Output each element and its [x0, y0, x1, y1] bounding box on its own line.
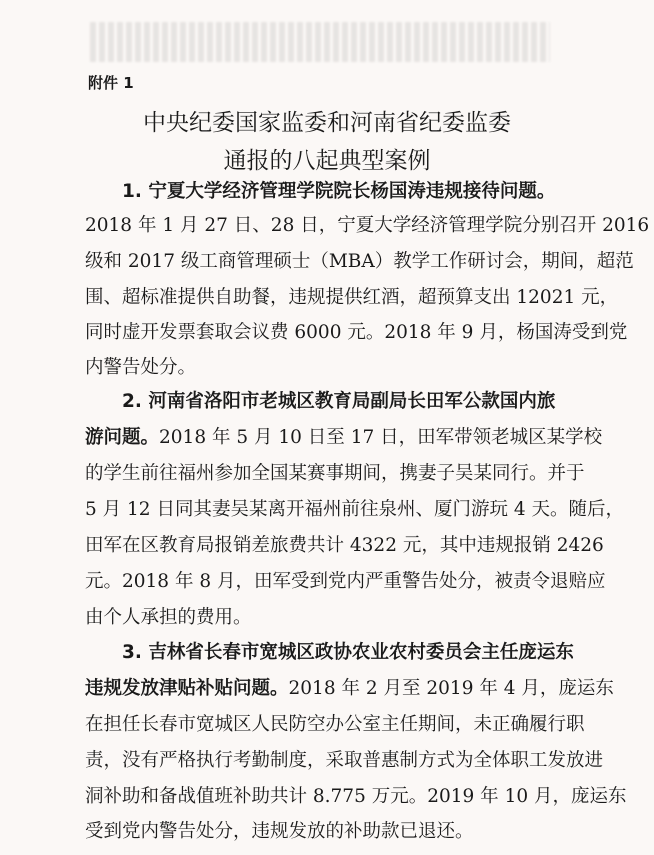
- body-line: [85, 427, 603, 449]
- line-text: 2018 年 1 月 27 日、28 日，宁夏大学经济管理学院分别召开 2016: [85, 215, 650, 236]
- line-text: 在担任长春市宽城区人民防空办公室主任期间，未正确履行职: [85, 714, 585, 735]
- bold-heading-text: 游问题。: [85, 427, 160, 448]
- bold-heading-text: 1. 宁夏大学经济管理学院院长杨国涛违规接待问题。: [122, 181, 556, 202]
- bleed-through-text: [90, 22, 550, 62]
- line-text: 洞补助和备战值班补助共计 8.775 万元。2019 年 10 月，庞运东: [85, 786, 627, 807]
- document-title-line-1: 中央纪委国家监委和河南省纪委监委: [143, 110, 511, 136]
- line-text: 2018 年 5 月 10 日至 17 日，田军带领老城区某学校: [159, 427, 603, 448]
- line-text: 同时虚开发票套取会议费 6000 元。2018 年 9 月，杨国涛受到党: [85, 322, 628, 343]
- body-line: [85, 251, 634, 273]
- body-line: [85, 215, 650, 237]
- case-heading: [122, 391, 556, 413]
- body-line: [85, 750, 604, 772]
- line-text: 的学生前往福州参加全国某赛事期间，携妻子吴某同行。并于: [85, 463, 585, 484]
- line-text: 围、超标准提供自助餐，违规提供红酒，超预算支出 12021 元，: [85, 287, 619, 308]
- body-line: [85, 357, 510, 379]
- bold-heading-text: 违规发放津贴补贴问题。: [85, 678, 289, 699]
- body-line: [85, 499, 624, 521]
- body-line: [85, 821, 510, 843]
- attachment-label: 附件 1: [88, 74, 134, 92]
- line-text: 责，没有严格执行考勤制度，采取普惠制方式为全体职工发放进: [85, 750, 604, 771]
- body-line: [85, 535, 604, 557]
- body-line: [85, 571, 606, 593]
- line-text: 受到党内警告处分，违规发放的补助款已退还。: [85, 821, 474, 842]
- case-heading: [122, 181, 556, 203]
- line-text: 元。2018 年 8 月，田军受到党内严重警告处分，被责令退赔应: [85, 571, 606, 592]
- body-line: [85, 678, 614, 700]
- body-line: [85, 607, 510, 629]
- line-text: 田军在区教育局报销差旅费共计 4322 元，其中违规报销 2426: [85, 535, 604, 556]
- line-text: 内警告处分。: [85, 357, 197, 378]
- line-text: 由个人承担的费用。: [85, 607, 252, 628]
- body-line: [85, 786, 627, 808]
- line-text: 2018 年 2 月至 2019 年 4 月，庞运东: [288, 678, 614, 699]
- line-text: 5 月 12 日同其妻吴某离开福州前往泉州、厦门游玩 4 天。随后，: [85, 499, 624, 520]
- body-line: [85, 463, 585, 485]
- bold-heading-text: 2. 河南省洛阳市老城区教育局副局长田军公款国内旅: [122, 391, 556, 412]
- document-title-line-2: 通报的八起典型案例: [223, 148, 431, 174]
- body-line: [85, 287, 619, 309]
- line-text: 级和 2017 级工商管理硕士（MBA）教学工作研讨会，期间，超范: [85, 251, 634, 272]
- case-heading: [122, 642, 574, 664]
- body-line: [85, 322, 628, 344]
- body-line: [85, 714, 585, 736]
- bold-heading-text: 3. 吉林省长春市宽城区政协农业农村委员会主任庞运东: [122, 642, 574, 663]
